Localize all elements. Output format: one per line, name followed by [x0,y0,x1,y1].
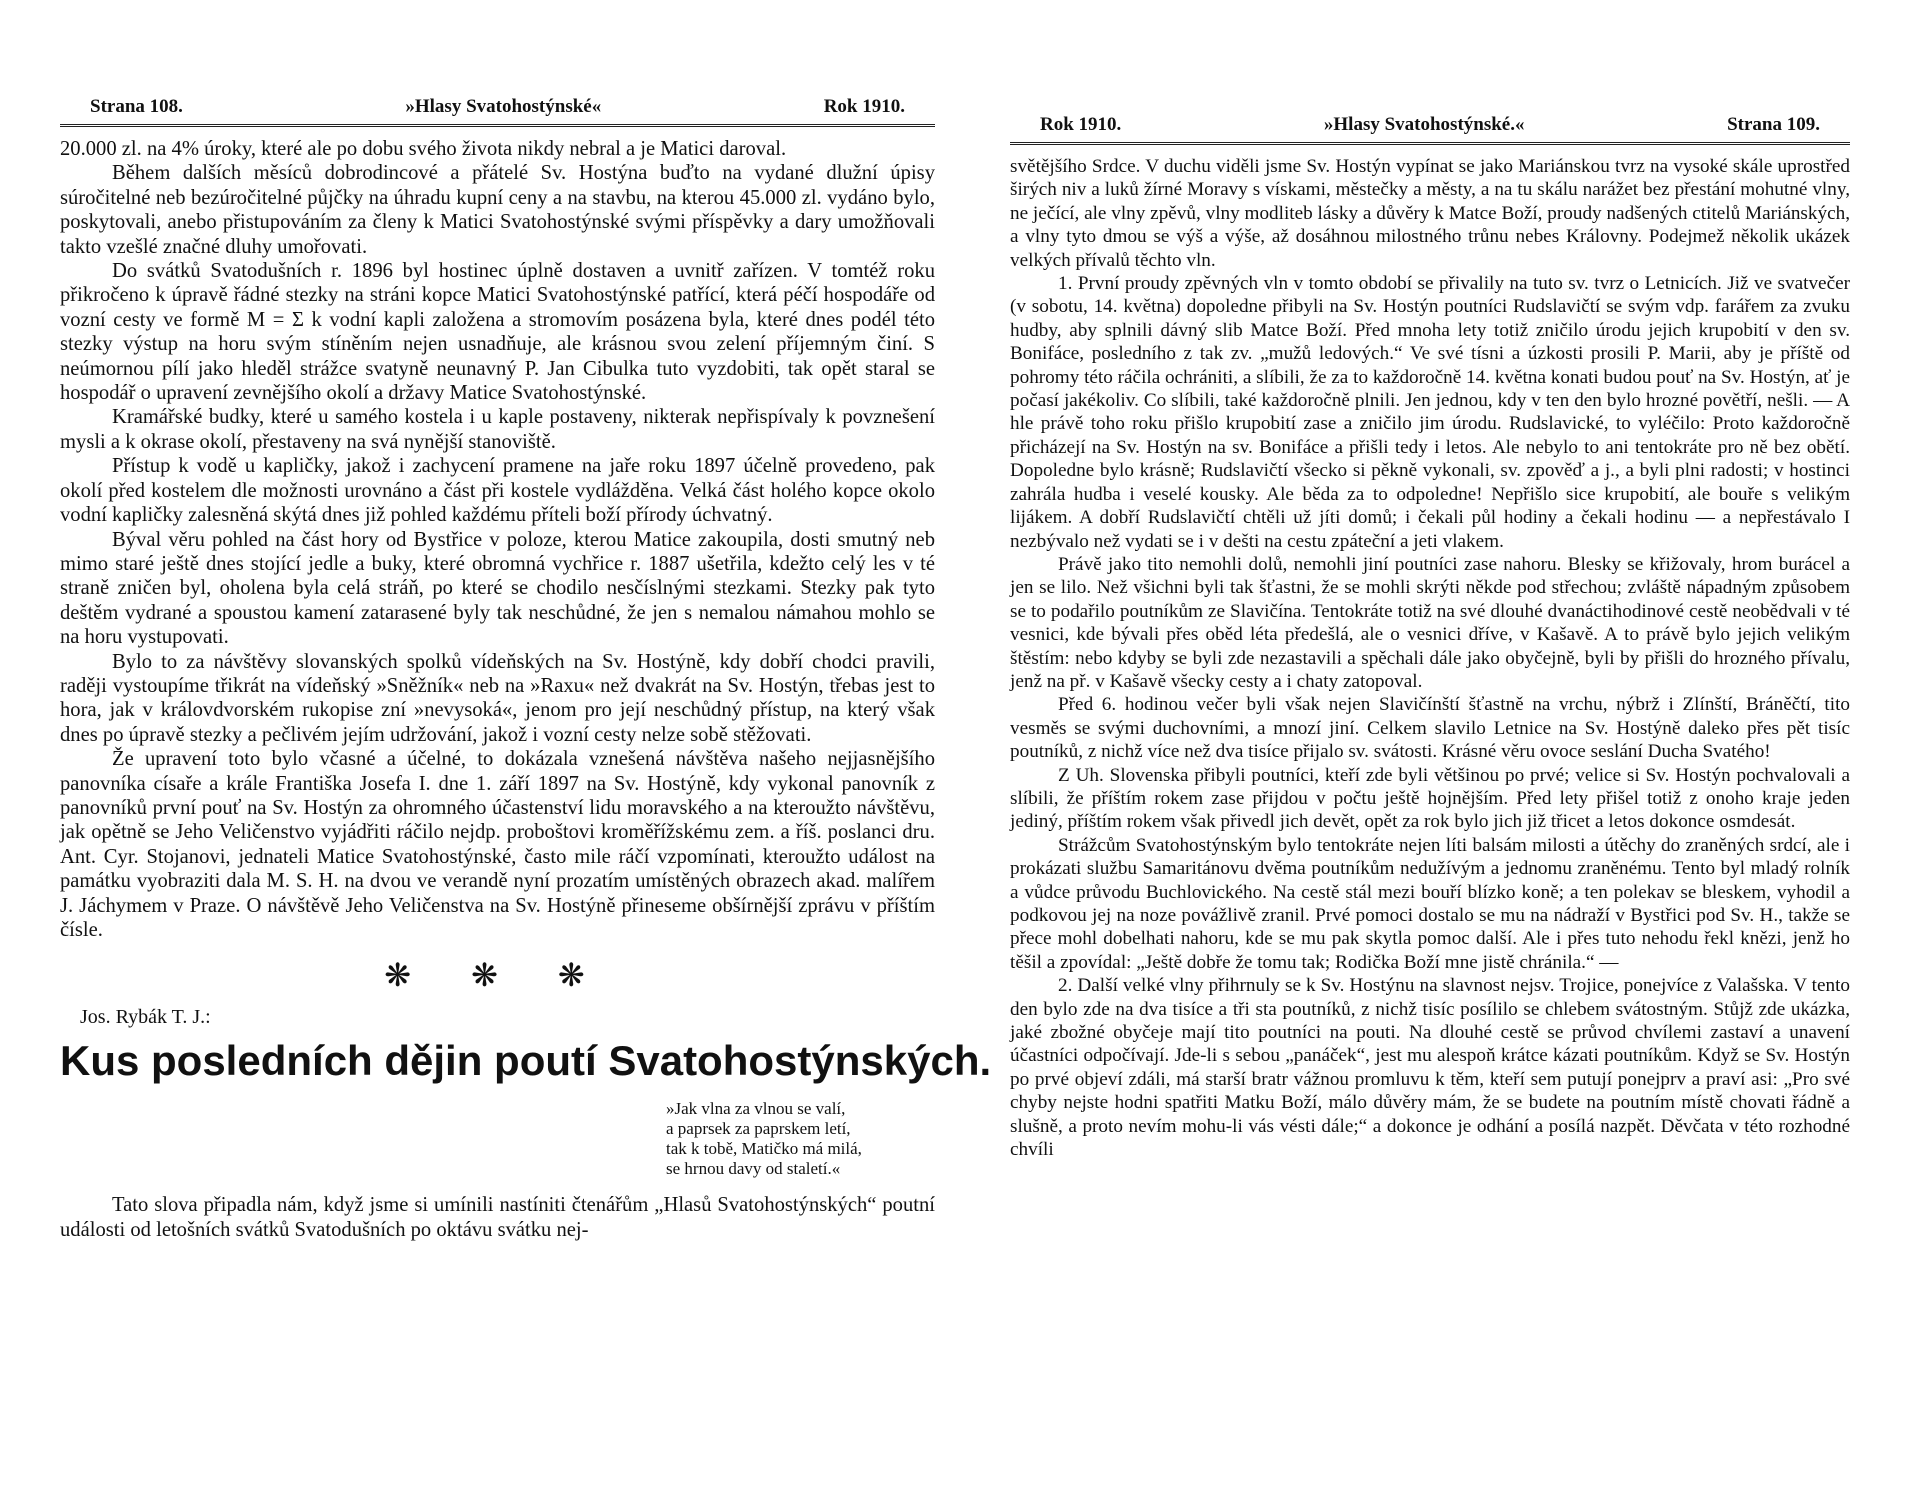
section-divider-stars: ❋ ❋ ❋ [384,957,611,994]
paragraph: Tato slova připadla nám, když jsme si umínili nastíniti čtenářům „Hlasů Svatohostýnských“ poutní události od letošních svátků Svatodušních po oktávu svátku nej- [60,1194,935,1241]
paragraph: Do svátků Svatodušních r. 1896 byl hostinec úplně dostaven a uvnitř zařízen. V tomtéž roku přikročeno k úpravě řádné stezky na stráni kopce Matici Svatohostýnské patřící, která péčí hospodáře od vozní cesty ve formě M = Σ k vodní kapli založena a stromovím posázena byla, které dnes podél této stezky výstup na horu svým stíněním nejen usnadňuje, ale krásnou svou zelení příjemným činí. S neúmornou pílí jako hleděl strážce svatyně neunavný P. Jan Cibulka tuto vyzdobiti, tak opět staral se hospodář o upravení zevnějšího okolí a državy Matice Svatohostýnské. [60,260,935,405]
author-byline: Jos. Rybák T. J.: [80,1006,211,1029]
paragraph: 2. Další velké vlny přihrnuly se k Sv. Hostýnu na slavnost nejsv. Trojice, ponejvíce z Valašska. V tento den bylo zde na dva tisíce a tři sta poutníků, z nichž tisíc posílilo se chlebem svátostným. Stůjž zde ukázka, jaké zbožné obyčeje mají tito poutníci na pouti. Na dlouhé cestě se průvod chvílemi zastaví a unavení účastníci odpočívají. Jde-li s sebou „panáček“, jest mu alespoň krátce kázati poutníkům. Když se Sv. Hostýn po prvé objeví zdáli, má starší bratr vážnou promluvu k těm, kteří sem putují ponejprv a praví asi: „Pro své chyby nejste hodni spatřiti Matku Boží, málo důvěry mám, že se budete na poutním místě chovati řádně a slušně, a proto nevím mohu-li vás vésti dále;“ a dokonce je odhání a posílá nazpět. Děvčata v této rozhodné chvíli [1010,975,1850,1161]
body-text [60,137,935,942]
header-rule [60,124,935,129]
page-number: Strana 108. [90,96,183,117]
header-rule [1010,142,1850,147]
motto-verse [666,1099,916,1179]
paragraph: Že upravení toto bylo včasné a účelné, to dokázala vznešená návštěva našeho nejjasnějšího panovníka císaře a krále Františka Josefa I. dne 1. září 1897 na Sv. Hostýně, kdy vykonal panovník z panovníků první pouť na Sv. Hostýn za ohromného účastenství lidu moravského a na kteroužto návštěvu, jak opětně se Jeho Veličenstvo vyjádřiti ráčilo nejdp. proboštovi kroměřížskému zem. a říš. poslanci dru. Ant. Cyr. Stojanovi, jednateli Matice Svatohostýnské, často mile ráčí vzpomínati, kteroužto událost na památku vyobraziti dala M. S. H. na dvou ve verandě nyní prozatím umístěných obrazech akad. malířem J. Jáchymem v Praze. O návštěvě Jeho Veličenstva na Sv. Hostýně přineseme obšírnější zprávu v příštím čísle. [60,748,935,941]
body-text [1010,155,1850,1161]
paragraph: Bylo to za návštěvy slovanských spolků vídeňských na Sv. Hostýně, kdy dobří chodci pravili, raději vystoupíme třikrát na vídeňský »Sněžník« neb na »Raxu« než dvakrát na Sv. Hostýn, třebas jest to hora, jak v královdvorském rukopise zní »nevysoká«, jenom pro její neschůdný přístup, na který však dnes po úpravě stezky a pečlivém jejím udržování, jakož i vozní cesty nelze sobě stěžovati. [60,650,935,746]
paragraph: 20.000 zl. na 4% úroky, které ale po dobu svého života nikdy nebral a je Matici daroval. [60,138,787,160]
year: Rok 1910. [1040,114,1122,135]
motto-line: se hrnou davy od staletí.« [666,1159,841,1179]
paragraph: 1. První proudy zpěvných vln v tomto období se přivalily na tuto sv. tvrz o Letnicích. Již ve svatvečer (v sobotu, 14. května) dopoledne přibyli na Sv. Hostýn poutníci Rudslavičtí se svým vdp. farářem za zvuku hudby, aby splnili dávný slib Matce Boží. Před mnoha lety totiž zničilo úrodu jejich krupobití v den sv. Bonifáce, posledního z tak zv. „mužů ledových.“ Ve své tísni a úzkosti prosili P. Marii, aby je příště od pohromy této ráčila ochrániti, a slíbili, že za to každoročně 14. května konati budou pouť na Sv. Hostýn, ať je počasí jakékoliv. Co slíbili, také každoročně plnili. Jen jednou, kdy v ten den bylo hrozné povětří, nešli. — A hle právě toho roku přišlo krupobití zase a zničilo jim úrodu. Rudslavické, to vyléčilo: Proto každoročně přicházejí na Sv. Hostýn na sv. Bonifáce a přišli tedy i letos. Ale nebylo to ani tentokráte pro ně bez obětí. Dopoledne bylo krásně; Rudslavičtí všecko si pěkně vykonali, sv. zpověď a j., a byli plni radosti; v hostinci zahrála hudba i veselé kousky. Ale běda za to odpoledne! Nepřišlo sice krupobití, ale bouře s velikým lijákem. A dobří Rudslavičtí chtěli už jíti domů; i čekali půl hodiny a čekali hodinu — a nepřestávalo I nezbývalo než vydati se i v dešti na cestu zpáteční a jeti vlakem. [1010,273,1850,552]
paragraph: Právě jako tito nemohli dolů, nemohli jiní poutníci zase nahoru. Blesky se křižovaly, hrom burácel a jen se lilo. Než všichni byli tak šťastni, že se mohli skrýti někde pod střechou; zvláště nápadným způsobem se to podařilo poutníkům ze Slavičína. Tentokráte totiž na své dlouhé dvanáctihodinové cestě neobědvali v té vesnici, kde bývali přes oběd léta předešlá, ale o vesnici dříve, v Kašavě. A to právě bylo jejich velikým štěstím: nebo kdyby se byli zde nezastavili a spěchali dále jako obyčejně, byli by přišli do hrozného přívalu, jenž na př. v Kašavě všecky cesty a i chaty zatopoval. [1010,553,1850,692]
right-page [1010,0,1850,1161]
paragraph: Přístup k vodě u kapličky, jakož i zachycení pramene na jaře roku 1897 účelně provedeno, pak okolí před kostelem dle možnosti urovnáno a část při kostele vydlážděna. Velká část holého kopce okolo vodní kapličky zalesněná skýtá dnes již pohled každému příteli boží přírody úchvatný. [60,455,935,527]
paragraph: Kramářské budky, které u samého kostela i u kaple postaveny, nikterak nepřispívaly k povznešení mysli a k okrase okolí, přestaveny na svá nynější stanoviště. [60,406,935,453]
article-body [60,1193,935,1242]
left-page [60,0,992,1242]
article-title: Kus posledních dějin poutí Svatohostýnských. [60,1037,992,1085]
paragraph: Býval věru pohled na část hory od Bystřice v poloze, kterou Matice zakoupila, dosti smutný neb mimo staré ještě dnes stojící jedle a buky, které obromná vychřice r. 1887 ušetřila, kdežto celý les v té straně zničen byl, oholena byla celá stráň, po které se chodilo nesčíslnými stezkami. Stezky pak tyto deštěm vydrané a spoustou kamení zatarasené byly tak neschůdné, že jen s nemalou námahou mohlo se na horu vystupovati. [60,528,935,649]
motto-line: a paprsek za paprskem letí, [666,1119,851,1139]
paragraph: Před 6. hodinou večer byli však nejen Slavičínští šťastně na vrchu, nýbrž i Zlínští, Bráněčtí, tito vesměs se svými duchovními, a mnozí jiní. Celkem slavilo Letnice na Sv. Hostýně daleko přes pět tisíc poutníků, z nichž více než dva tisíce přijalo sv. svátosti. Krásné věru ovoce seslání Ducha Svatého! [1010,694,1850,763]
paragraph: Z Uh. Slovenska přibyli poutníci, kteří zde byli většinou po prvé; velice si Sv. Hostýn pochvalovali a slíbili, že příštím rokem zase přijdou v počtu ještě hojnějším. Před lety přišel totiž z onoho kraje jeden jediný, příštím rokem však přivedl jich devět, opět za rok bylo jich již třicet a letos dokonce osmdesát. [1010,764,1850,833]
paragraph: Strážcům Svatohostýnským bylo tentokráte nejen líti balsám milosti a útěchy do zraněných srdcí, ale i prokázati službu Samaritánovu dvěma poutníkům nedužívým a jednomu zraněnému. Tento byl mladý rolník a vůdce průvodu Buchlovického. Na cestě stál mezi bouří blízko koně; a ten polekav se bleskem, vyhodil a podkovou jej na noze povážlivě zranil. Prvé pomoci dostalo se mu na nádraží v Bystřici pod Sv. H., takže se přece mohl dobelhati nahoru, kde se mu pak skytla pomoc další. Ale i přes tuto nehodu řekl knězi, jenž ho těšil a zpovídal: „Ještě dobře že tomu tak; Rodička Boží mne jistě chránila.“ — [1010,834,1850,973]
journal-title: »Hlasy Svatohostýnské.« [1323,114,1525,135]
page-header [1010,114,1850,136]
page-header [60,96,935,118]
journal-title: »Hlasy Svatohostýnské« [405,96,602,117]
motto-line: tak k tobě, Matičko má milá, [666,1139,862,1159]
paragraph: světějšího Srdce. V duchu viděli jsme Sv. Hostýn vypínat se jako Mariánskou tvrz na vysoké skále uprostřed širých niv a luků žírné Moravy s vískami, městečky a městy, a na tu skálu narážet bez přestání mohutné vlny, ne ječící, ale vlny zpěvů, vlny modliteb lásky a důvěry k Matce Boží, proudy nadšených ctitelů Mariánských, a vlny tyto dmou se výš a výše, až dosáhnou milostného trůnu nebes Královny. Podejmež několik ukázek velkých přívalů těchto vln. [1010,156,1850,271]
year: Rok 1910. [823,96,905,117]
page-number: Strana 109. [1727,114,1820,135]
paragraph: Během dalších měsíců dobrodincové a přátelé Sv. Hostýna buďto na vydané dlužní úpisy súročitelné neb bezúročitelné půjčky na úhradu kupní ceny a na stavbu, na kterou 45.000 zl. vydáno bylo, poskytovali, anebo přistupováním za členy k Matici Svatohostýnské svými příspěvky a dary umožňovali takto vzešlé značné dluhy umořovati. [60,162,935,258]
motto-line: »Jak vlna za vlnou se valí, [666,1099,846,1119]
